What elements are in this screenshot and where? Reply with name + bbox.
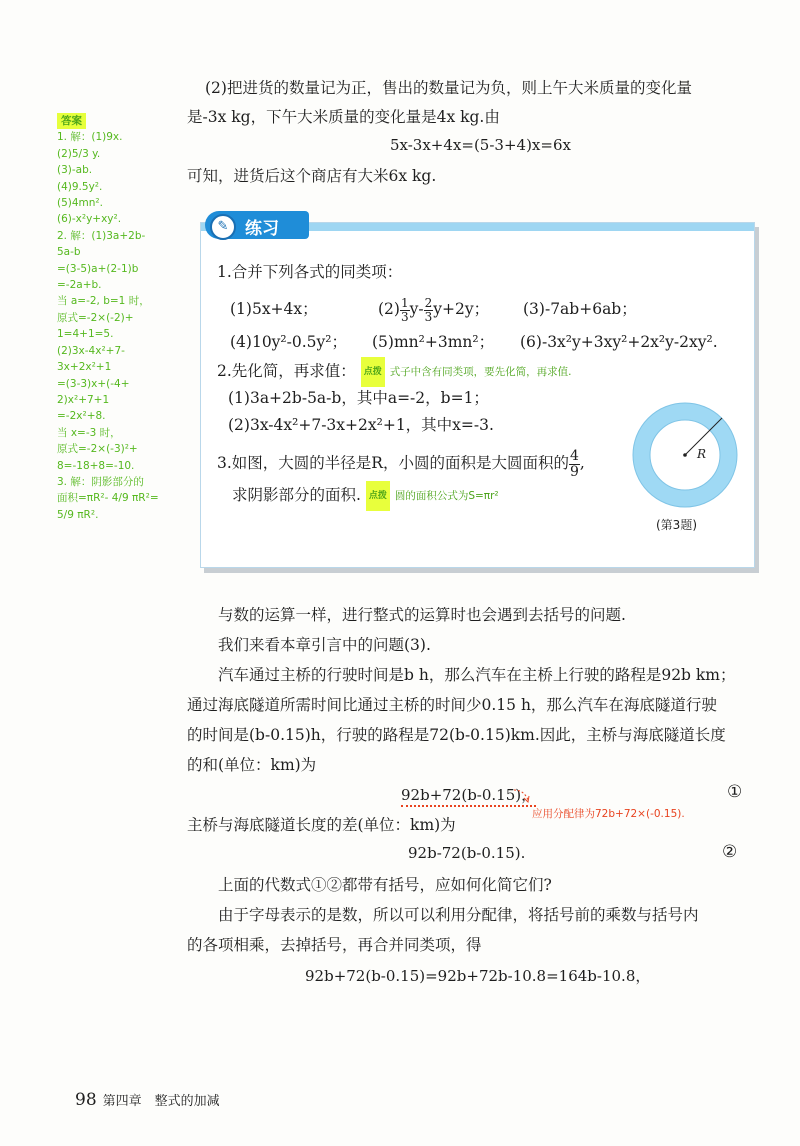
body-p1: 与数的运算一样，进行整式的运算时也会遇到去括号的问题. (218, 606, 626, 624)
circle-figure (630, 400, 740, 510)
body-p3a: 汽车通过主桥的行驶时间是b h，那么汽车在主桥上行驶的路程是92b km； (218, 666, 736, 684)
sidebar-line: (2)3x-4x²+7- (57, 344, 125, 357)
sidebar-lines (57, 129, 197, 523)
q1-item-2-pre: (2) (378, 300, 400, 318)
q3-tip-badge: 点拨 (366, 481, 390, 511)
sidebar-line: 面积=πR²- 4/9 πR²= (57, 492, 159, 505)
frac1-num: 1 (400, 295, 409, 310)
q3-frac (569, 449, 580, 480)
exercise-badge-label: 练习 (245, 219, 279, 239)
body-p2: 我们来看本章引言中的问题(3). (218, 636, 431, 654)
q1-item-2-frac2 (424, 297, 434, 324)
body-p3d: 的和(单位：km)为 (187, 756, 317, 774)
sidebar-line: 8=-18+8=-10. (57, 459, 135, 472)
exercise-q3 (217, 448, 585, 480)
q2-tip-text: 式子中含有同类项，要先化简，再求值. (389, 366, 572, 378)
sidebar-line: =(3-3)x+(-4+ (57, 377, 130, 390)
chapter-title: 第四章 整式的加减 (102, 1094, 220, 1109)
sidebar-line: 2)x²+7+1 (57, 393, 110, 406)
sidebar-line: 5a-b (57, 246, 81, 259)
q2-tip-badge: 点拨 (361, 357, 385, 387)
top-line-3: 可知，进货后这个商店有大米6x kg. (187, 167, 437, 185)
q1-item-2-mid: y- (409, 300, 424, 318)
sidebar-line: (4)9.5y². (57, 180, 103, 193)
sidebar-line: 原式=-2×(-3)²+ (57, 443, 138, 456)
exercise-q2-b: (2)3x-4x²+7-3x+2x²+1，其中x=-3. (228, 416, 494, 434)
sidebar-line: 3. 解：阴影部分的 (57, 475, 144, 488)
equation-2: 92b-72(b-0.15). (408, 844, 526, 862)
figure-caption: (第3题) (656, 518, 697, 532)
exercise-q3-line2 (232, 480, 499, 511)
body-p6a: 由于字母表示的是数，所以可以利用分配律，将括号前的乘数与括号内 (218, 906, 699, 924)
sidebar-header: 答案 (57, 113, 86, 129)
body-p3c: 的时间是(b-0.15)h，行驶的路程是72(b-0.15)km.因此，主桥与海底隧道长度 (187, 726, 726, 744)
top-line-2: 是-3x kg，下午大米质量的变化量是4x kg.由 (187, 108, 500, 126)
q3-frac-den: 9 (569, 463, 579, 480)
q3-frac-num: 4 (569, 447, 579, 464)
annotation-arrow (512, 786, 532, 806)
sidebar-line: (3)-ab. (57, 164, 93, 177)
radius-label: R (697, 447, 707, 461)
frac1-den: 3 (400, 309, 409, 324)
q1-item-2-post: y+2y； (433, 300, 490, 318)
page-number: 98 (75, 1090, 97, 1110)
body-p3b: 通过海底隧道所需时间比通过主桥的时间少0.15 h，那么汽车在海底隧道行驶 (187, 696, 717, 714)
exercise-q2-a: (1)3a+2b-5a-b，其中a=-2，b=1； (228, 389, 489, 407)
q1-item-2-frac1 (400, 297, 410, 324)
q3-post: , (579, 454, 585, 472)
sidebar-line: 3x+2x²+1 (57, 361, 112, 374)
sidebar-line: =-2a+b. (57, 279, 102, 292)
sidebar-answers (57, 113, 197, 523)
equation-1-number: ① (727, 782, 743, 802)
sidebar-line: 原式=-2×(-2)+ (57, 311, 134, 324)
q1-item-4: (4)10y²-0.5y²； (230, 333, 348, 351)
sidebar-line: (6)-x²y+xy². (57, 213, 122, 226)
q3-tip-text: 圆的面积公式为S=πr² (394, 490, 499, 502)
exercise-q2-text: 2.先化简，再求值： (217, 362, 356, 380)
top-line-1: (2)把进货的数量记为正，售出的数量记为负，则上午大米质量的变化量 (205, 79, 692, 97)
frac2-num: 2 (424, 295, 433, 310)
frac2-den: 3 (424, 309, 433, 324)
top-equation: 5x-3x+4x=(5-3+4)x=6x (390, 136, 571, 154)
sidebar-line: 1. 解：(1)9x. (57, 131, 123, 144)
exercise-q3-text: 3.如图，大圆的半径是R，小圆的面积是大圆面积的 (217, 454, 569, 472)
body-p4: 主桥与海底隧道长度的差(单位：km)为 (187, 816, 456, 834)
q1-item-6: (6)-3x²y+3xy²+2x²y-2xy². (520, 333, 718, 351)
exercise-q1: 1.合并下列各式的同类项： (217, 263, 403, 281)
sidebar-line: =(3-5)a+(2-1)b (57, 262, 139, 275)
q1-item-1: (1)5x+4x； (230, 300, 318, 318)
sidebar-line: (2)5/3 y. (57, 147, 101, 160)
equation-2-number: ② (722, 842, 738, 862)
equation-1-note: 应用分配律为72b+72×(-0.15). (532, 808, 685, 820)
page-footer (75, 1090, 220, 1110)
equation-3: 92b+72(b-0.15)=92b+72b-10.8=164b-10.8， (305, 967, 651, 985)
sidebar-line: 当 a=-2, b=1 时， (57, 295, 150, 308)
sidebar-line: (5)4mn². (57, 197, 103, 210)
sidebar-line: 2. 解：(1)3a+2b- (57, 229, 146, 242)
sidebar-line: 当 x=-3 时， (57, 426, 121, 439)
q1-item-2 (378, 294, 489, 324)
sidebar-line: =-2x²+8. (57, 410, 106, 423)
body-p6b: 的各项相乘，去掉括号，再合并同类项，得 (187, 936, 482, 954)
q1-item-5: (5)mn²+3mn²； (372, 333, 495, 351)
sidebar-line: 5/9 πR². (57, 508, 99, 521)
sidebar-line: 1=4+1=5. (57, 328, 114, 341)
pencil-icon: ✎ (210, 214, 236, 240)
equation-1: 92b+72(b-0.15)， (401, 784, 536, 807)
q1-item-3: (3)-7ab+6ab； (523, 300, 637, 318)
body-p5: 上面的代数式①②都带有括号，应如何化简它们? (218, 876, 552, 894)
q3-line2-text: 求阴影部分的面积. (232, 486, 361, 504)
